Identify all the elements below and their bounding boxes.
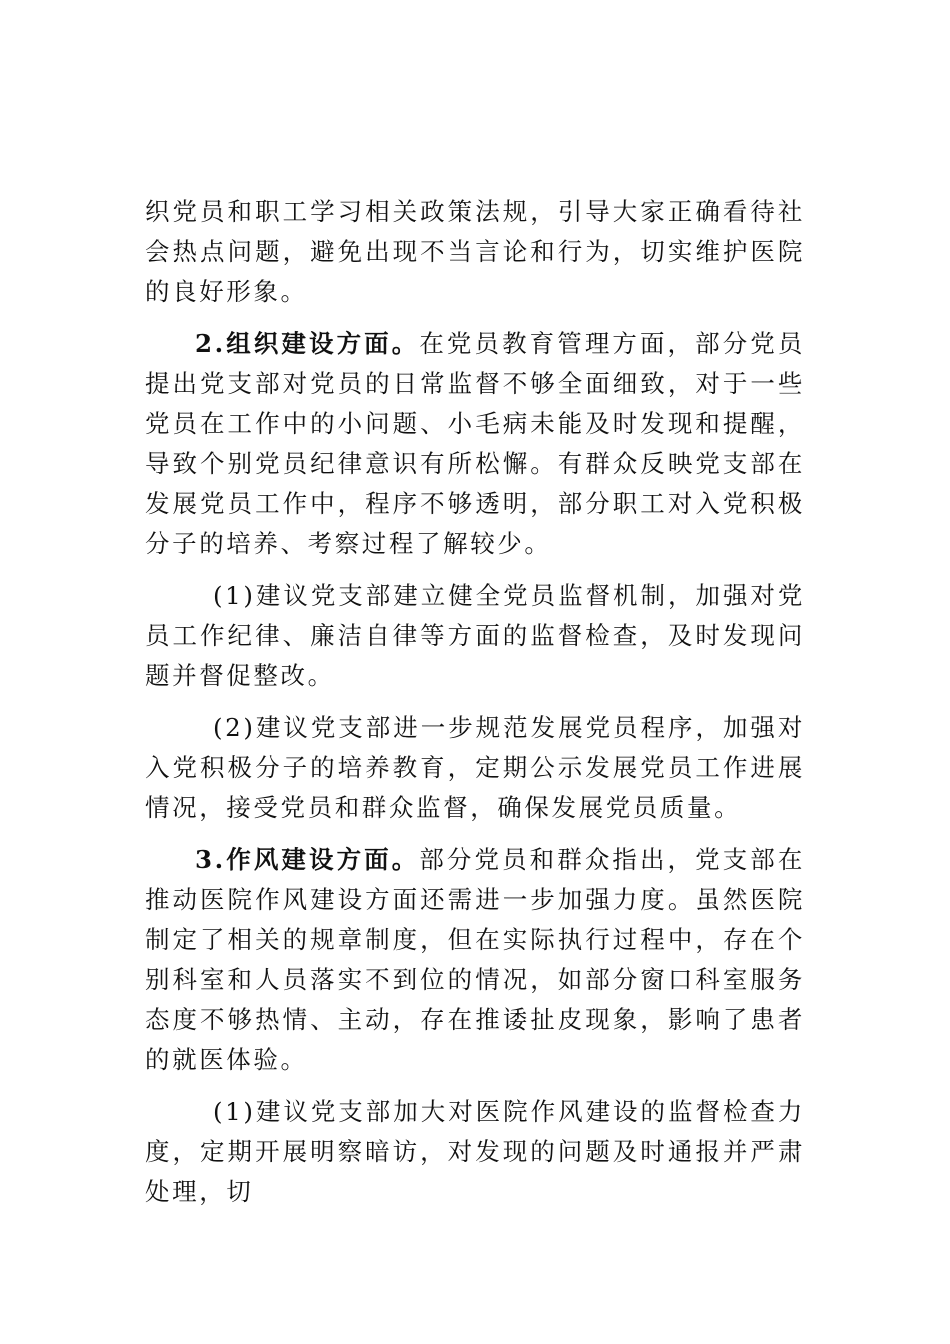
- section-2-heading: 2.组织建设方面。: [195, 329, 420, 358]
- section-2-suggestion-1: (1)建议党支部建立健全党员监督机制，加强对党员工作纪律、廉洁自律等方面的监督检查，及时发现问题并督促整改。: [145, 581, 805, 690]
- section-2-suggestion-2: (2)建议党支部进一步规范发展党员程序，加强对入党积极分子的培养教育，定期公示发展党员工作进展情况，接受党员和群众监督，确保发展党员质量。: [145, 713, 805, 822]
- section-3-body: 部分党员和群众指出，党支部在推动医院作风建设方面还需进一步加强力度。虽然医院制定了相关的规章制度，但在实际执行过程中，存在个别科室和人员落实不到位的情况，如部分窗口科室服务态度不够热情、主动，存在推诿扯皮现象，影响了患者的就医体验。: [145, 845, 805, 1074]
- document-page: [145, 192, 805, 1212]
- section-3-suggestion-1: (1)建议党支部加大对医院作风建设的监督检查力度，定期开展明察暗访，对发现的问题及时通报并严肃处理，切: [145, 1097, 805, 1206]
- section-2-body: 在党员教育管理方面，部分党员提出党支部对党员的日常监督不够全面细致，对于一些党员在工作中的小问题、小毛病未能及时发现和提醒，导致个别党员纪律意识有所松懈。有群众反映党支部在发展党员工作中，程序不够透明，部分职工对入党积极分子的培养、考察过程了解较少。: [145, 329, 805, 558]
- section-3-heading: 3.作风建设方面。: [195, 845, 420, 874]
- section-2-paragraph: [145, 324, 805, 564]
- intro-paragraph: 织党员和职工学习相关政策法规，引导大家正确看待社会热点问题，避免出现不当言论和行为，切实维护医院的良好形象。: [145, 197, 805, 306]
- section-3-paragraph: [145, 840, 805, 1080]
